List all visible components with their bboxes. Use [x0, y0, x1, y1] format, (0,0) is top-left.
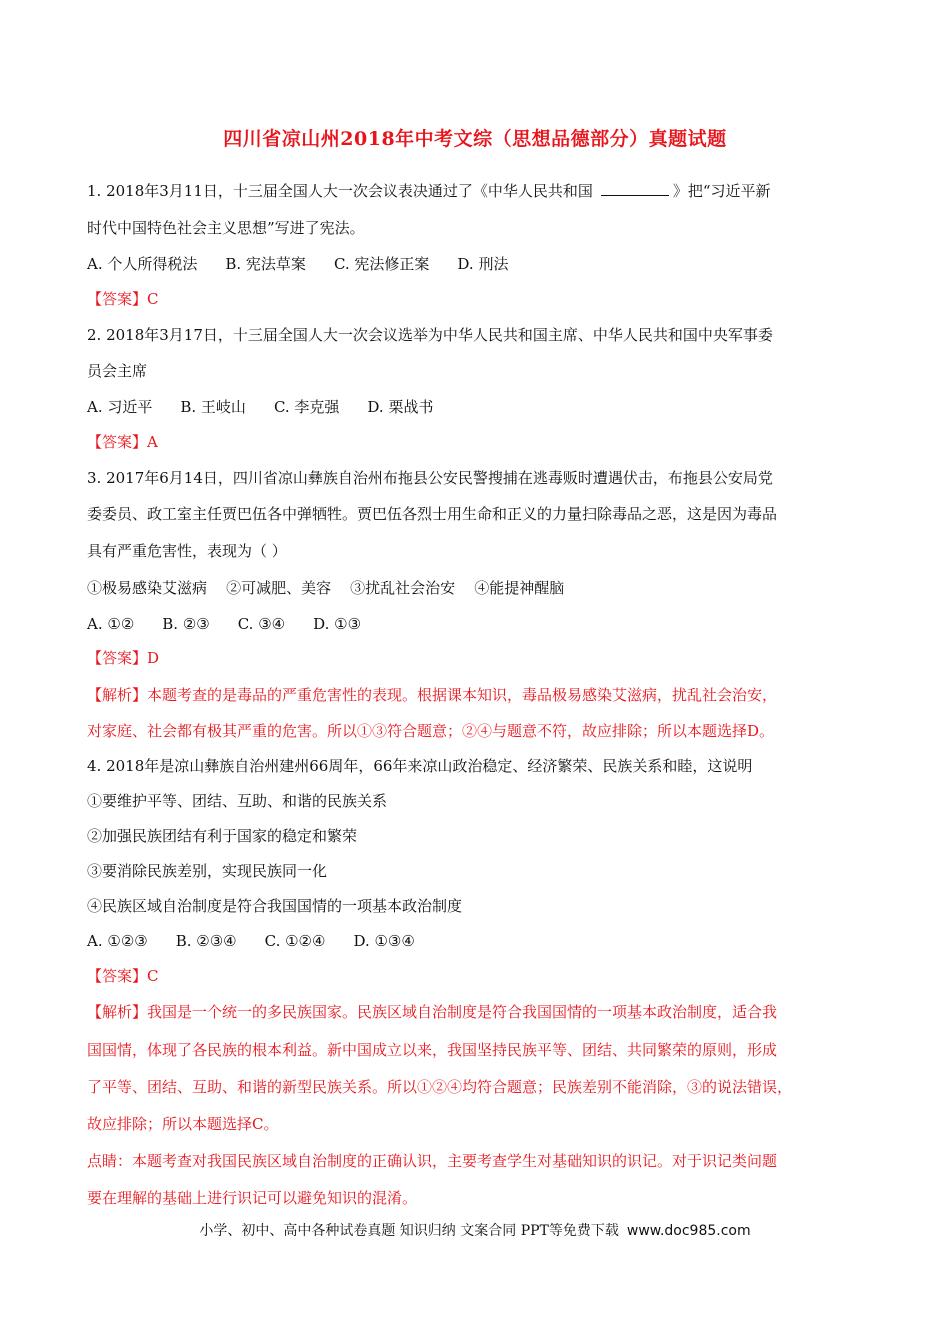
answer-blank: [601, 181, 669, 196]
question-4-item-3: ③要消除民族差别，实现民族同一化: [87, 862, 328, 880]
option-b: B. ②③: [162, 615, 210, 633]
option-b: B. ②③④: [175, 932, 237, 950]
question-3-options: [87, 614, 361, 634]
question-4-answer: 【答案】C: [87, 967, 159, 985]
option-b: B. 宪法草案: [225, 255, 306, 273]
option-d: D. ①③④: [353, 932, 415, 950]
option-d: D. 栗战书: [367, 398, 434, 416]
question-1-stem-line-1: 1. 2018年3月11日，十三届全国人大一次会议表决通过了《中华人民共和国 》把“习近平新: [87, 182, 771, 200]
option-c: C. 李克强: [273, 398, 340, 416]
option-c: C. 宪法修正案: [333, 255, 430, 273]
page-title: 四川省凉山州2018年中考文综（思想品德部分）真题试题: [223, 128, 727, 150]
question-1-answer: 【答案】C: [87, 290, 159, 308]
question-4-item-4: ④民族区域自治制度是符合我国国情的一项基本政治制度: [87, 897, 463, 915]
question-4-tip-line-2: 要在理解的基础上进行识记可以避免知识的混淆。: [87, 1189, 418, 1207]
option-d: D. 刑法: [457, 255, 509, 273]
question-3-stem-line-2: 委委员、政工室主任贾巴伍各中弹牺牲。贾巴伍各烈士用生命和正义的力量扫除毒品之恶，这是因为毒品: [87, 505, 778, 523]
option-d: D. ①③: [313, 615, 362, 633]
option-c: C. ③④: [237, 615, 286, 633]
option-b: B. 王岐山: [180, 398, 246, 416]
option-a: A. 个人所得税法: [87, 255, 198, 273]
question-4-analysis-line-2: 国国情，体现了各民族的根本利益。新中国成立以来，我国坚持民族平等、团结、共同繁荣的原则，形成: [87, 1041, 778, 1059]
question-4-item-2: ②加强民族团结有利于国家的稳定和繁荣: [87, 827, 358, 845]
question-2-answer: 【答案】A: [87, 433, 158, 451]
question-1-options: [87, 254, 508, 274]
question-4-analysis-line-4: 故应排除；所以本题选择C。: [87, 1115, 279, 1133]
question-3-items: ①极易感染艾滋病 ②可减肥、美容 ③扰乱社会治安 ④能提神醒脑: [87, 579, 565, 597]
question-4-item-1: ①要维护平等、团结、互助、和谐的民族关系: [87, 792, 388, 810]
option-a: A. ①②: [87, 615, 135, 633]
option-c: C. ①②④: [264, 932, 326, 950]
footer-link[interactable]: www.doc985.com: [626, 1223, 751, 1239]
footer-text: 小学、初中、高中各种试卷真题 知识归纳 文案合同 PPT等免费下载: [199, 1223, 619, 1239]
question-4-stem-line-1: 4. 2018年是凉山彝族自治州建州66周年，66年来凉山政治稳定、经济繁荣、民族关系和睦，这说明: [87, 757, 753, 775]
question-3-answer: 【答案】D: [87, 649, 160, 667]
question-4-analysis-line-3: 了平等、团结、互助、和谐的新型民族关系。所以①②④均符合题意；民族差别不能消除，③的说法错误，: [87, 1078, 793, 1096]
question-4-analysis-line-1: 【解析】我国是一个统一的多民族国家。民族区域自治制度是符合我国国情的一项基本政治制度，适合我: [87, 1003, 778, 1021]
option-a: A. 习近平: [87, 398, 153, 416]
question-3-stem-line-3: 具有严重危害性，表现为（ ）: [87, 542, 287, 560]
question-3-analysis-line-2: 对家庭、社会都有极其严重的危害。所以①③符合题意；②④与题意不符，故应排除；所以本题选择D。: [87, 722, 775, 740]
option-a: A. ①②③: [87, 932, 148, 950]
question-1-stem-line-2: 时代中国特色社会主义思想”写进了宪法。: [87, 219, 365, 237]
page-footer: [0, 1220, 950, 1240]
question-2-stem-line-2: 员会主席: [87, 362, 148, 380]
question-2-options: [87, 397, 433, 417]
question-2-stem-line-1: 2. 2018年3月17日，十三届全国人大一次会议选举为中华人民共和国主席、中华人民共和国中央军事委: [87, 326, 773, 344]
question-3-stem-line-1: 3. 2017年6月14日，四川省凉山彝族自治州布拖县公安民警搜捕在逃毒贩时遭遇伏击，布拖县公安局党: [87, 469, 773, 487]
question-4-options: [87, 931, 415, 951]
question-4-tip-line-1: 点睛：本题考查对我国民族区域自治制度的正确认识，主要考查学生对基础知识的识记。对于识记类问题: [87, 1152, 778, 1170]
question-3-analysis-line-1: 【解析】本题考查的是毒品的严重危害性的表现。根据课本知识，毒品极易感染艾滋病，扰乱社会治安，: [87, 686, 778, 704]
